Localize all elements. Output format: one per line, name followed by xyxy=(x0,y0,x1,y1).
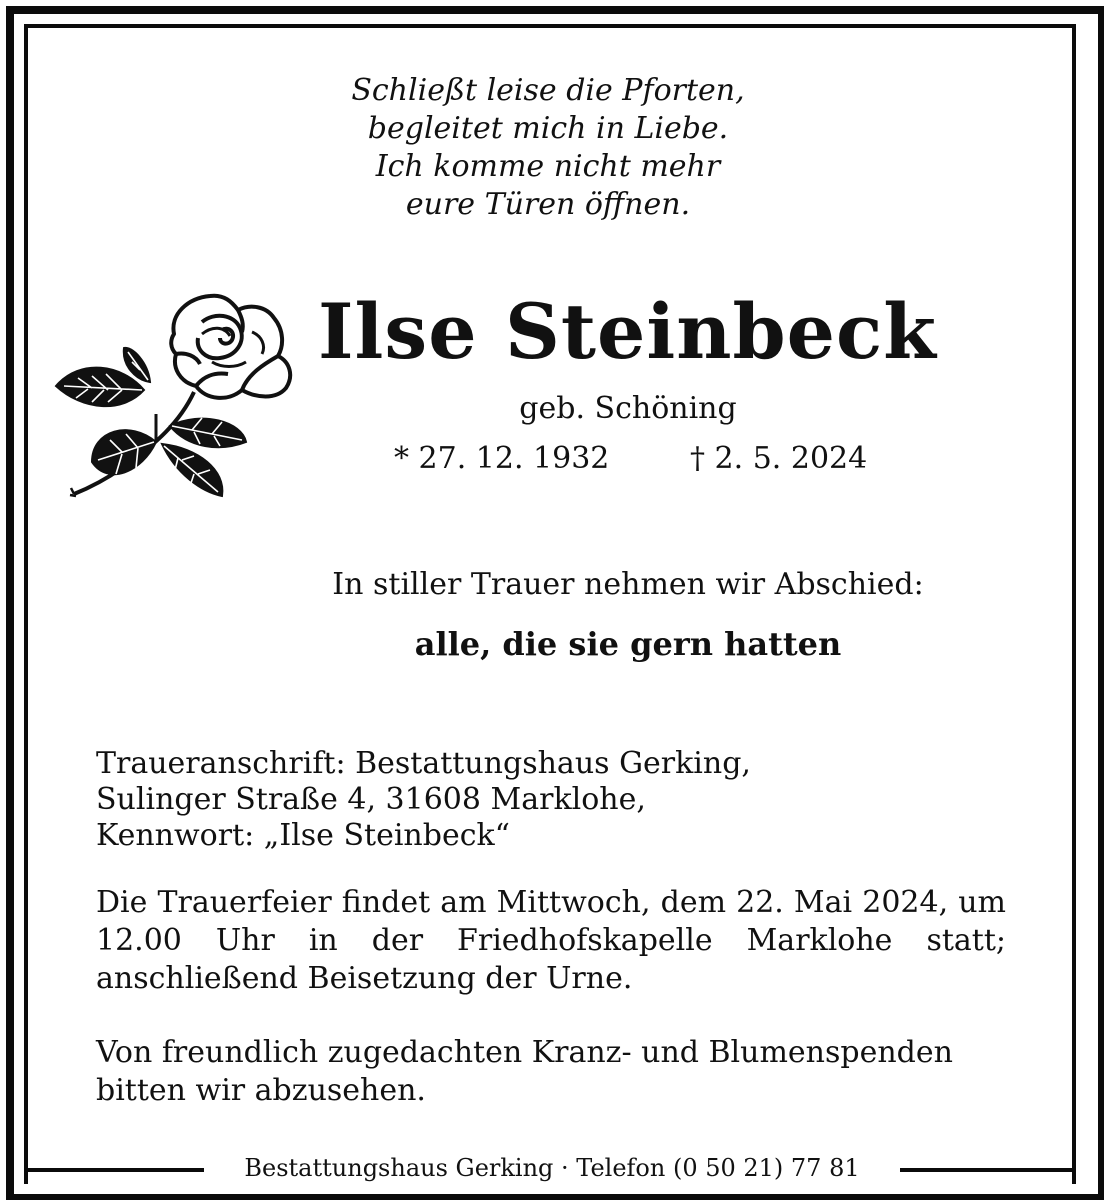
poem-line: Schließt leise die Pforten, xyxy=(351,73,745,108)
poem-line: Ich komme nicht mehr xyxy=(375,149,721,184)
poem xyxy=(0,72,1096,224)
footer-contact: Bestattungshaus Gerking · Telefon (0 50 21) 77 81 xyxy=(244,1154,860,1182)
mourning-address xyxy=(96,746,1016,854)
footer-divider-left xyxy=(24,1168,204,1172)
death-date: † 2. 5. 2024 xyxy=(690,441,868,476)
address-line: Kennwort: „Ilse Steinbeck“ xyxy=(96,818,511,853)
birth-date: * 27. 12. 1932 xyxy=(394,441,610,476)
farewell-text: In stiller Trauer nehmen wir Abschied: xyxy=(332,567,924,602)
deceased-name: Ilse Steinbeck xyxy=(318,287,937,376)
birth-name: geb. Schöning xyxy=(519,391,737,426)
poem-line: eure Türen öffnen. xyxy=(405,187,691,222)
flowers-request-text: Von freundlich zugedachten Kranz- und Blumenspenden bitten wir abzusehen. xyxy=(96,1035,953,1108)
footer-divider-right xyxy=(900,1168,1076,1172)
address-line: Sulinger Straße 4, 31608 Marklohe, xyxy=(96,782,646,817)
signatories: alle, die sie gern hatten xyxy=(414,625,842,663)
address-line: Traueranschrift: Bestattungshaus Gerking, xyxy=(96,746,751,781)
funeral-ceremony-text: Die Trauerfeier findet am Mittwoch, dem 22. Mai 2024, um 12.00 Uhr in der Friedhofskapelle Marklohe statt; anschließend Beisetzung der Urne. xyxy=(96,885,1006,996)
poem-line: begleitet mich in Liebe. xyxy=(367,111,729,146)
